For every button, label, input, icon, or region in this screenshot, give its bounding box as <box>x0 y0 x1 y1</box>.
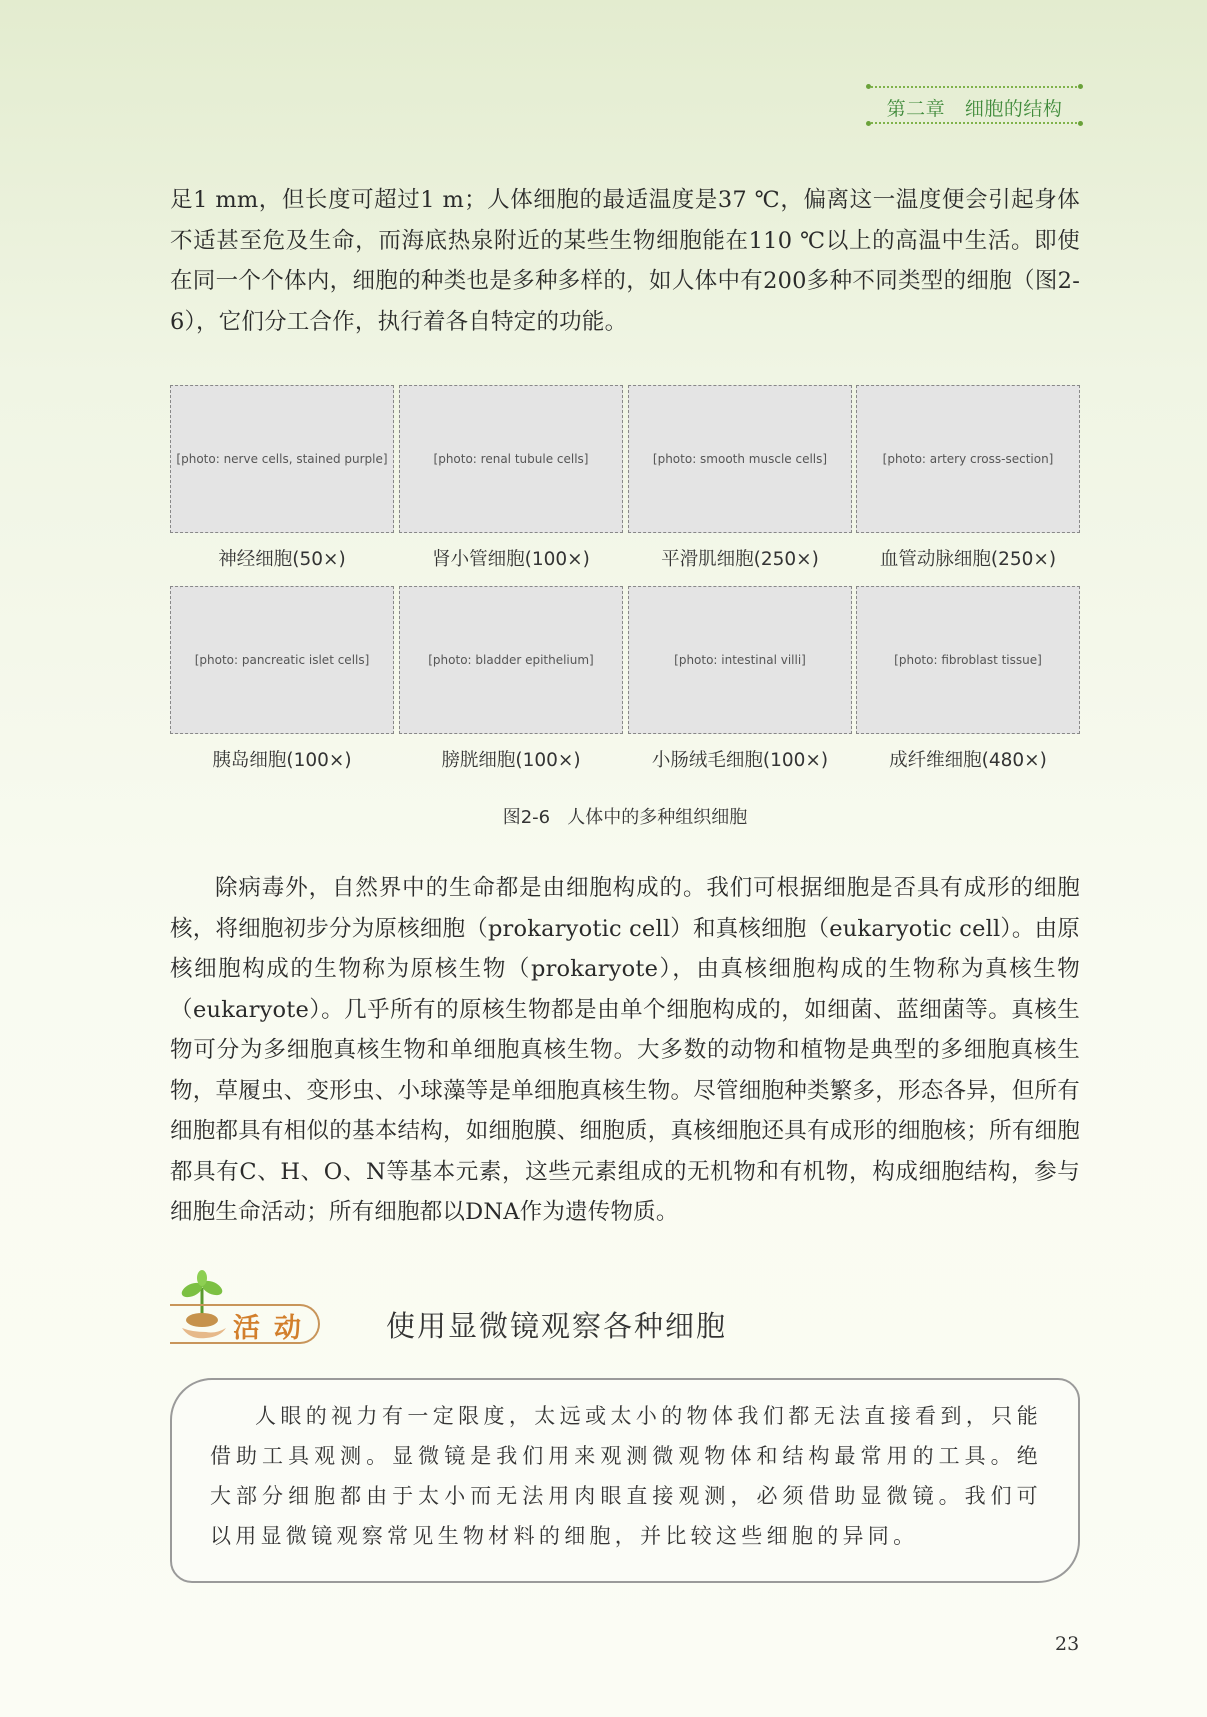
activity-title: 使用显微镜观察各种细胞 <box>386 1309 728 1343</box>
running-header <box>868 85 1081 125</box>
photo-islet-cell: [photo: pancreatic islet cells] <box>170 586 394 734</box>
caption-intestinal-villus-cell: 小肠绒毛细胞(100×) <box>651 750 829 771</box>
chapter-title: 细胞的结构 <box>964 98 1063 120</box>
photo-fibroblast: [photo: fibroblast tissue] <box>856 586 1080 734</box>
activity-text: 人眼的视力有一定限度，太远或太小的物体我们都无法直接看到，只能借助工具观测。显微镜是我们用来观测微观物体和结构最常用的工具。绝大部分细胞都由于太小而无法用肉眼直接观测，必须借助显微镜。我们可以用显微镜观察常见生物材料的细胞，并比较这些细胞的异同。 <box>210 1404 1042 1548</box>
photo-artery-cell: [photo: artery cross-section] <box>856 385 1080 533</box>
activity-box <box>170 1378 1080 1583</box>
header-rule-bottom <box>868 122 1081 124</box>
activity-heading <box>168 1268 1068 1348</box>
caption-islet-cell: 胰岛细胞(100×) <box>212 750 352 771</box>
header-dot <box>866 84 871 89</box>
photo-smooth-muscle-cell: [photo: smooth muscle cells] <box>628 385 852 533</box>
header-dot <box>866 121 871 126</box>
header-title <box>868 94 1081 121</box>
body-paragraph-1: 足1 mm，但长度可超过1 m；人体细胞的最适温度是37 ℃，偏离这一温度便会引起身体不适甚至危及生命，而海底热泉附近的某些生物细胞能在110 ℃以上的高温中生活。即使在同一个个体内，细胞的种类也是多种多样的，如人体中有200多种不同类型的细胞（图2-6），它们分工合作，执行着各自特定的功能。 <box>170 187 1080 335</box>
activity-label: 活动 <box>233 1313 315 1344</box>
caption-nerve-cell: 神经细胞(50×) <box>218 549 346 570</box>
header-dot <box>1078 84 1083 89</box>
photo-nerve-cell: [photo: nerve cells, stained purple] <box>170 385 394 533</box>
figure-caption <box>170 803 1080 829</box>
photo-bladder-cell: [photo: bladder epithelium] <box>399 586 623 734</box>
caption-smooth-muscle-cell: 平滑肌细胞(250×) <box>661 549 819 570</box>
header-dot <box>1078 121 1083 126</box>
caption-fibroblast: 成纤维细胞(480×) <box>889 750 1047 771</box>
body-paragraph-2: 除病毒外，自然界中的生命都是由细胞构成的。我们可根据细胞是否具有成形的细胞核，将细胞初步分为原核细胞（prokaryotic cell）和真核细胞（eukaryotic cell）。由原核细胞构成的生物称为原核生物（prokaryote），由真核细胞构成的生物称为真核生物（eukaryote）。几乎所有的原核生物都是由单个细胞构成的，如细菌、蓝细菌等。真核生物可分为多细胞真核生物和单细胞真核生物。大多数的动物和植物是典型的多细胞真核生物，草履虫、变形虫、小球藻等是单细胞真核生物。尽管细胞种类繁多，形态各异，但所有细胞都具有相似的基本结构，如细胞膜、细胞质，真核细胞还具有成形的细胞核；所有细胞都具有C、H、O、N等基本元素，这些元素组成的无机物和有机物，构成细胞结构，参与细胞生命活动；所有细胞都以DNA作为遗传物质。 <box>170 875 1080 1225</box>
figure-title: 人体中的多种组织细胞 <box>567 807 748 828</box>
caption-renal-tubule-cell: 肾小管细胞(100×) <box>432 549 590 570</box>
chapter-number: 第二章 <box>886 98 946 120</box>
page-number: 23 <box>1055 1633 1080 1655</box>
figure-number: 图2-6 <box>502 807 551 828</box>
photo-renal-tubule-cell: [photo: renal tubule cells] <box>399 385 623 533</box>
photo-intestinal-villus-cell: [photo: intestinal villi] <box>628 586 852 734</box>
caption-bladder-cell: 膀胱细胞(100×) <box>441 750 581 771</box>
header-rule-top <box>868 86 1081 88</box>
caption-artery-cell: 血管动脉细胞(250×) <box>879 549 1057 570</box>
